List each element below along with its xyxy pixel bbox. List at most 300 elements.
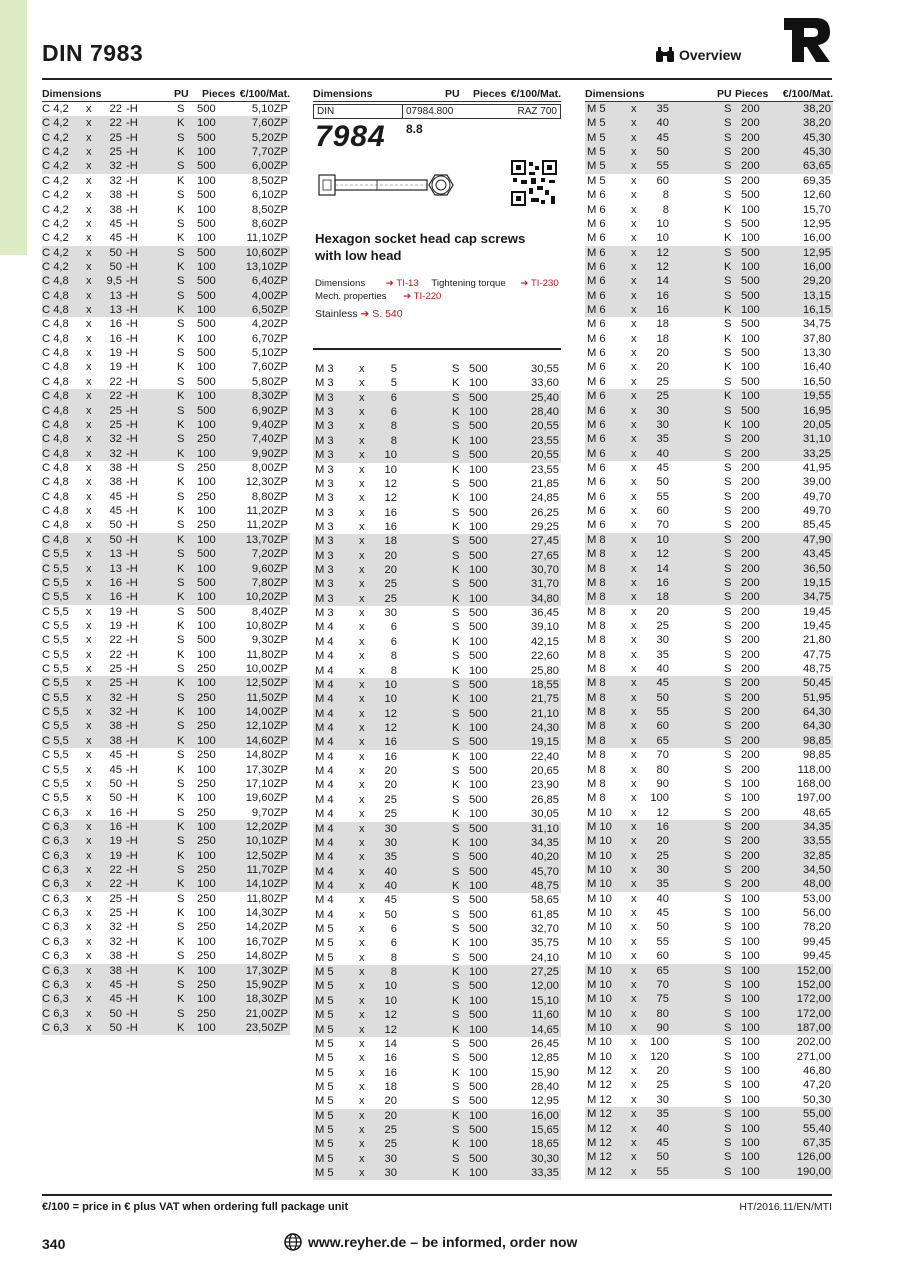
dimension-x: x bbox=[631, 533, 637, 546]
price-value: 271,00 bbox=[796, 1050, 831, 1063]
ref-mech-link[interactable]: ➔ TI-220 bbox=[403, 291, 442, 302]
pieces-value: 200 bbox=[741, 505, 760, 518]
pu-value: S bbox=[724, 117, 732, 130]
dimension-length: 16 bbox=[384, 736, 397, 749]
price-value: 16,00 bbox=[803, 232, 831, 245]
dimension-length: 32 bbox=[109, 706, 122, 719]
dimension-x: x bbox=[86, 146, 92, 159]
pieces-value: 100 bbox=[197, 763, 216, 776]
pieces-value: 200 bbox=[741, 849, 760, 862]
dimension-length: 20 bbox=[656, 835, 669, 848]
pieces-value: 100 bbox=[197, 447, 216, 460]
dimension-suffix: -H bbox=[126, 203, 138, 216]
dimension-diameter: C 4,8 bbox=[42, 289, 69, 302]
price-value: 30,55 bbox=[531, 363, 559, 375]
dimension-x: x bbox=[86, 792, 92, 805]
dimensions-header: Dimensions bbox=[313, 88, 373, 100]
dimension-size: M 10 bbox=[587, 978, 612, 991]
table-row bbox=[585, 217, 833, 231]
table-row bbox=[585, 547, 833, 561]
price-value: 7,80ZP bbox=[251, 576, 288, 589]
dimension-x: x bbox=[86, 978, 92, 991]
pu-header: PU bbox=[445, 88, 460, 100]
price-value: 126,00 bbox=[796, 1151, 831, 1164]
table-row bbox=[42, 504, 290, 518]
table-row bbox=[585, 562, 833, 576]
pu-value: S bbox=[724, 849, 732, 862]
table-row bbox=[313, 678, 561, 692]
price-value: 34,35 bbox=[531, 836, 559, 849]
table-row bbox=[585, 1050, 833, 1064]
dimension-x: x bbox=[86, 404, 92, 417]
dimension-x: x bbox=[631, 820, 637, 833]
pieces-value: 100 bbox=[741, 1036, 760, 1049]
pieces-value: 100 bbox=[197, 993, 216, 1006]
dimension-size: M 10 bbox=[587, 993, 612, 1006]
table-row bbox=[585, 447, 833, 461]
din-label: DIN bbox=[314, 105, 403, 118]
dimension-diameter: C 6,3 bbox=[42, 993, 69, 1006]
pu-value: S bbox=[724, 993, 732, 1006]
dimension-x: x bbox=[631, 1007, 637, 1020]
dimension-x: x bbox=[86, 533, 92, 546]
dimension-length: 25 bbox=[109, 146, 122, 159]
pieces-value: 250 bbox=[197, 892, 216, 905]
pu-value: K bbox=[177, 706, 185, 719]
dimension-size: M 5 bbox=[315, 1080, 334, 1093]
pu-value: S bbox=[452, 736, 460, 749]
pu-value: K bbox=[177, 648, 185, 661]
dimension-suffix: -H bbox=[126, 663, 138, 676]
pu-value: K bbox=[177, 304, 185, 317]
price-value: 47,75 bbox=[803, 648, 831, 661]
cap-screw-drawing-icon bbox=[317, 170, 467, 200]
dimension-length: 75 bbox=[656, 993, 669, 1006]
table-row bbox=[585, 533, 833, 547]
dimension-diameter: C 6,3 bbox=[42, 921, 69, 934]
pieces-value: 100 bbox=[197, 505, 216, 518]
dimension-size: M 12 bbox=[587, 1122, 612, 1135]
pu-value: S bbox=[724, 864, 732, 877]
dimension-x: x bbox=[86, 275, 92, 288]
dimension-x: x bbox=[359, 865, 365, 878]
dimension-x: x bbox=[359, 822, 365, 835]
price-value: 13,30 bbox=[803, 347, 831, 360]
dimension-suffix: -H bbox=[126, 734, 138, 747]
dimension-size: M 12 bbox=[587, 1108, 612, 1121]
dimension-length: 90 bbox=[656, 1022, 669, 1034]
pu-value: K bbox=[177, 878, 185, 891]
table-row bbox=[42, 447, 290, 461]
dimension-size: M 5 bbox=[315, 1167, 334, 1180]
dimension-size: M 4 bbox=[315, 808, 334, 821]
price-value: 28,40 bbox=[531, 1080, 559, 1093]
price-value: 61,85 bbox=[531, 908, 559, 921]
dimension-length: 45 bbox=[109, 978, 122, 991]
dimension-diameter: C 4,8 bbox=[42, 533, 69, 546]
pieces-value: 100 bbox=[197, 332, 216, 345]
dimension-length: 13 bbox=[109, 304, 122, 317]
dimension-x: x bbox=[86, 461, 92, 474]
dimension-length: 30 bbox=[656, 634, 669, 647]
dimension-x: x bbox=[631, 907, 637, 920]
table-row bbox=[585, 332, 833, 346]
price-value: 5,80ZP bbox=[251, 375, 288, 388]
pieces-value: 250 bbox=[197, 835, 216, 848]
dimension-length: 55 bbox=[656, 1165, 669, 1178]
table-row bbox=[42, 920, 290, 934]
pieces-value: 500 bbox=[469, 506, 488, 519]
table-row bbox=[42, 748, 290, 762]
dimension-size: M 3 bbox=[315, 535, 334, 548]
pu-value: S bbox=[177, 663, 185, 676]
dimension-diameter: C 4,8 bbox=[42, 304, 69, 317]
dimension-size: M 4 bbox=[315, 721, 334, 734]
dimension-length: 40 bbox=[384, 879, 397, 892]
table-row bbox=[42, 418, 290, 432]
pu-value: K bbox=[452, 492, 460, 505]
table-row bbox=[313, 635, 561, 649]
pu-value: S bbox=[452, 1080, 460, 1093]
product-number: 7984 bbox=[315, 120, 386, 153]
pu-value: S bbox=[724, 950, 732, 963]
ref-torque-link[interactable]: ➔ TI-230 bbox=[520, 278, 559, 289]
dimension-length: 12 bbox=[384, 477, 397, 490]
dimension-size: M 6 bbox=[587, 217, 606, 230]
pieces-value: 200 bbox=[741, 562, 760, 575]
price-value: 13,15 bbox=[803, 289, 831, 302]
pieces-value: 250 bbox=[197, 806, 216, 819]
pu-value: S bbox=[452, 894, 460, 907]
pieces-value: 100 bbox=[469, 693, 488, 706]
pu-value: S bbox=[177, 720, 185, 733]
dimension-size: M 12 bbox=[587, 1151, 612, 1164]
dimension-x: x bbox=[631, 734, 637, 747]
price-value: 9,40ZP bbox=[251, 418, 288, 431]
dimension-x: x bbox=[631, 1036, 637, 1049]
column-2-header bbox=[313, 87, 561, 102]
dimension-size: M 8 bbox=[587, 734, 606, 747]
pu-value: K bbox=[452, 693, 460, 706]
pieces-value: 200 bbox=[741, 605, 760, 618]
pieces-value: 250 bbox=[197, 461, 216, 474]
pieces-value: 100 bbox=[197, 476, 216, 489]
pu-value: K bbox=[452, 1109, 460, 1122]
dimension-length: 16 bbox=[656, 304, 669, 317]
price-value: 26,85 bbox=[531, 793, 559, 806]
pieces-value: 100 bbox=[469, 1167, 488, 1180]
price-value: 21,10 bbox=[531, 707, 559, 720]
table-row bbox=[313, 520, 561, 534]
dimension-x: x bbox=[359, 721, 365, 734]
dimension-length: 16 bbox=[109, 318, 122, 331]
table-row bbox=[313, 477, 561, 491]
pieces-value: 500 bbox=[469, 678, 488, 691]
dimension-x: x bbox=[86, 605, 92, 618]
price-value: 17,30ZP bbox=[245, 763, 288, 776]
website-text: www.reyher.de – be informed, order now bbox=[308, 1234, 578, 1250]
price-value: 16,00 bbox=[531, 1109, 559, 1122]
pieces-value: 100 bbox=[741, 304, 760, 317]
table-row bbox=[313, 735, 561, 749]
dimension-diameter: C 4,8 bbox=[42, 461, 69, 474]
dimension-x: x bbox=[631, 519, 637, 532]
pu-value: K bbox=[452, 937, 460, 950]
website-link[interactable] bbox=[284, 1233, 577, 1251]
dimension-x: x bbox=[86, 806, 92, 819]
table-row bbox=[313, 936, 561, 950]
dimension-size: M 5 bbox=[315, 1109, 334, 1122]
dimension-length: 19 bbox=[109, 835, 122, 848]
pieces-value: 100 bbox=[469, 406, 488, 419]
table-row bbox=[585, 877, 833, 891]
pu-value: K bbox=[177, 619, 185, 632]
dimension-length: 35 bbox=[656, 878, 669, 891]
dimension-size: M 6 bbox=[587, 289, 606, 302]
table-row bbox=[313, 1094, 561, 1108]
dimension-length: 45 bbox=[109, 232, 122, 245]
price-value: 15,10 bbox=[531, 994, 559, 1007]
dimension-length: 50 bbox=[109, 777, 122, 790]
pieces-value: 200 bbox=[741, 806, 760, 819]
pu-value: S bbox=[724, 447, 732, 460]
dimension-diameter: C 6,3 bbox=[42, 978, 69, 991]
pieces-header: Pieces bbox=[202, 88, 236, 100]
price-value: 12,30ZP bbox=[245, 476, 288, 489]
dimension-length: 50 bbox=[656, 1151, 669, 1164]
price-value: 24,10 bbox=[531, 951, 559, 964]
pu-value: K bbox=[177, 476, 185, 489]
table-row bbox=[585, 920, 833, 934]
price-value: 4,00ZP bbox=[251, 289, 288, 302]
dimension-length: 16 bbox=[109, 806, 122, 819]
dimension-suffix: -H bbox=[126, 447, 138, 460]
dimension-x: x bbox=[86, 648, 92, 661]
dimension-length: 60 bbox=[656, 950, 669, 963]
dimension-diameter: C 6,3 bbox=[42, 964, 69, 977]
table-row bbox=[585, 834, 833, 848]
table-row bbox=[42, 260, 290, 274]
price-value: 55,00 bbox=[803, 1108, 831, 1121]
dimension-x: x bbox=[359, 836, 365, 849]
dimension-size: M 6 bbox=[587, 447, 606, 460]
pieces-value: 200 bbox=[741, 835, 760, 848]
stainless-link[interactable]: ➔ S. 540 bbox=[360, 308, 403, 320]
pu-value: S bbox=[452, 477, 460, 490]
info-box-divider bbox=[313, 348, 561, 350]
price-value: 39,00 bbox=[803, 476, 831, 489]
table-row bbox=[585, 806, 833, 820]
pieces-value: 500 bbox=[197, 275, 216, 288]
table-row bbox=[42, 1021, 290, 1035]
pieces-value: 250 bbox=[197, 691, 216, 704]
dimension-x: x bbox=[631, 964, 637, 977]
dimension-x: x bbox=[86, 232, 92, 245]
price-value: 12,85 bbox=[531, 1052, 559, 1065]
table-row bbox=[42, 719, 290, 733]
dimension-x: x bbox=[359, 1124, 365, 1137]
price-value: 42,15 bbox=[531, 635, 559, 648]
dimension-size: M 6 bbox=[587, 418, 606, 431]
overview-link[interactable] bbox=[655, 47, 741, 63]
dimension-x: x bbox=[86, 476, 92, 489]
table-row bbox=[42, 274, 290, 288]
dimension-x: x bbox=[631, 189, 637, 202]
dimension-size: M 4 bbox=[315, 822, 334, 835]
dimension-length: 45 bbox=[656, 677, 669, 690]
document-code: HT/2016.11/EN/MTI bbox=[739, 1201, 832, 1213]
table-row bbox=[585, 949, 833, 963]
pu-value: S bbox=[177, 835, 185, 848]
price-value: 21,00ZP bbox=[245, 1007, 288, 1020]
dimension-length: 16 bbox=[384, 1066, 397, 1079]
table-row bbox=[42, 547, 290, 561]
dimension-x: x bbox=[359, 391, 365, 404]
pu-value: K bbox=[452, 1167, 460, 1180]
dimension-suffix: -H bbox=[126, 332, 138, 345]
dimension-length: 50 bbox=[384, 908, 397, 921]
price-value: 6,70ZP bbox=[251, 332, 288, 345]
dimension-size: M 8 bbox=[587, 548, 606, 561]
pieces-value: 500 bbox=[197, 217, 216, 230]
dimension-size: M 10 bbox=[587, 864, 612, 877]
dimension-length: 25 bbox=[384, 793, 397, 806]
pieces-value: 500 bbox=[469, 1152, 488, 1165]
dimension-diameter: C 4,8 bbox=[42, 476, 69, 489]
pu-value: S bbox=[177, 777, 185, 790]
ref-dimensions-link[interactable]: ➔ TI-13 bbox=[385, 278, 419, 289]
price-value: 19,60ZP bbox=[245, 792, 288, 805]
dimension-size: M 8 bbox=[587, 691, 606, 704]
dimension-diameter: C 6,3 bbox=[42, 878, 69, 891]
price-value: 69,35 bbox=[803, 174, 831, 187]
dimension-size: M 4 bbox=[315, 621, 334, 634]
price-value: 152,00 bbox=[796, 964, 831, 977]
pieces-value: 500 bbox=[197, 605, 216, 618]
dimension-length: 10 bbox=[384, 449, 397, 462]
dimension-size: M 5 bbox=[315, 951, 334, 964]
dimension-size: M 5 bbox=[315, 1023, 334, 1036]
pieces-value: 500 bbox=[197, 375, 216, 388]
dimension-suffix: -H bbox=[126, 404, 138, 417]
price-value: 8,80ZP bbox=[251, 490, 288, 503]
pu-value: S bbox=[724, 1050, 732, 1063]
price-value: 9,60ZP bbox=[251, 562, 288, 575]
dimension-length: 38 bbox=[109, 476, 122, 489]
dimension-diameter: C 5,5 bbox=[42, 763, 69, 776]
dimension-x: x bbox=[631, 1079, 637, 1092]
pu-value: K bbox=[452, 635, 460, 648]
dimension-x: x bbox=[86, 160, 92, 173]
pu-value: S bbox=[724, 820, 732, 833]
pu-value: S bbox=[177, 1007, 185, 1020]
pu-header: PU bbox=[717, 88, 732, 100]
table-row bbox=[585, 1165, 833, 1179]
pieces-value: 250 bbox=[197, 519, 216, 532]
dimension-length: 18 bbox=[384, 535, 397, 548]
column-2-table bbox=[313, 362, 561, 1180]
pieces-value: 100 bbox=[469, 808, 488, 821]
dimension-diameter: C 4,2 bbox=[42, 217, 69, 230]
pieces-value: 100 bbox=[469, 377, 488, 390]
pieces-value: 250 bbox=[197, 950, 216, 963]
dimension-size: M 6 bbox=[587, 232, 606, 245]
dimension-length: 25 bbox=[109, 404, 122, 417]
pu-value: K bbox=[177, 260, 185, 273]
dimension-x: x bbox=[631, 777, 637, 790]
dimension-length: 20 bbox=[656, 347, 669, 360]
table-row bbox=[585, 978, 833, 992]
price-value: 56,00 bbox=[803, 907, 831, 920]
dimension-size: M 6 bbox=[587, 433, 606, 446]
pieces-value: 500 bbox=[469, 420, 488, 433]
table-row bbox=[585, 1064, 833, 1078]
dimension-diameter: C 4,2 bbox=[42, 131, 69, 144]
dimension-x: x bbox=[359, 793, 365, 806]
price-value: 30,70 bbox=[531, 564, 559, 577]
table-row bbox=[313, 362, 561, 376]
dimension-size: M 4 bbox=[315, 793, 334, 806]
dimension-x: x bbox=[631, 1093, 637, 1106]
dimension-length: 25 bbox=[109, 907, 122, 920]
dimension-x: x bbox=[631, 361, 637, 374]
dimension-length: 35 bbox=[656, 1108, 669, 1121]
pu-value: S bbox=[452, 391, 460, 404]
price-value: 9,30ZP bbox=[251, 634, 288, 647]
pieces-value: 200 bbox=[741, 519, 760, 532]
table-row bbox=[313, 405, 561, 419]
pu-value: S bbox=[724, 706, 732, 719]
dimension-x: x bbox=[86, 433, 92, 446]
pu-value: S bbox=[177, 217, 185, 230]
dimension-x: x bbox=[86, 174, 92, 187]
price-value: 6,90ZP bbox=[251, 404, 288, 417]
dimension-x: x bbox=[631, 562, 637, 575]
dimension-x: x bbox=[359, 1080, 365, 1093]
dimension-size: M 8 bbox=[587, 591, 606, 604]
dimension-x: x bbox=[359, 1066, 365, 1079]
dimension-length: 20 bbox=[656, 605, 669, 618]
dimension-length: 60 bbox=[656, 720, 669, 733]
dimension-size: M 8 bbox=[587, 648, 606, 661]
dimension-suffix: -H bbox=[126, 634, 138, 647]
dimension-length: 20 bbox=[384, 564, 397, 577]
dimension-x: x bbox=[359, 564, 365, 577]
dimension-suffix: -H bbox=[126, 347, 138, 360]
table-row bbox=[313, 778, 561, 792]
dimension-length: 22 bbox=[109, 103, 122, 115]
pieces-value: 100 bbox=[197, 562, 216, 575]
dimension-x: x bbox=[359, 607, 365, 620]
dimension-length: 25 bbox=[656, 849, 669, 862]
dimension-suffix: -H bbox=[126, 878, 138, 891]
table-row bbox=[585, 274, 833, 288]
dimension-diameter: C 4,2 bbox=[42, 232, 69, 245]
dimension-length: 25 bbox=[384, 578, 397, 591]
pieces-value: 500 bbox=[469, 607, 488, 620]
price-value: 22,40 bbox=[531, 750, 559, 763]
dimension-x: x bbox=[631, 921, 637, 934]
dimension-size: M 6 bbox=[587, 519, 606, 532]
dimension-x: x bbox=[86, 289, 92, 302]
pieces-value: 500 bbox=[197, 103, 216, 115]
table-row bbox=[313, 994, 561, 1008]
table-row bbox=[42, 332, 290, 346]
pu-value: K bbox=[177, 146, 185, 159]
pu-value: S bbox=[724, 1065, 732, 1078]
side-tab-marker bbox=[0, 0, 27, 255]
price-value: 12,50ZP bbox=[245, 677, 288, 690]
